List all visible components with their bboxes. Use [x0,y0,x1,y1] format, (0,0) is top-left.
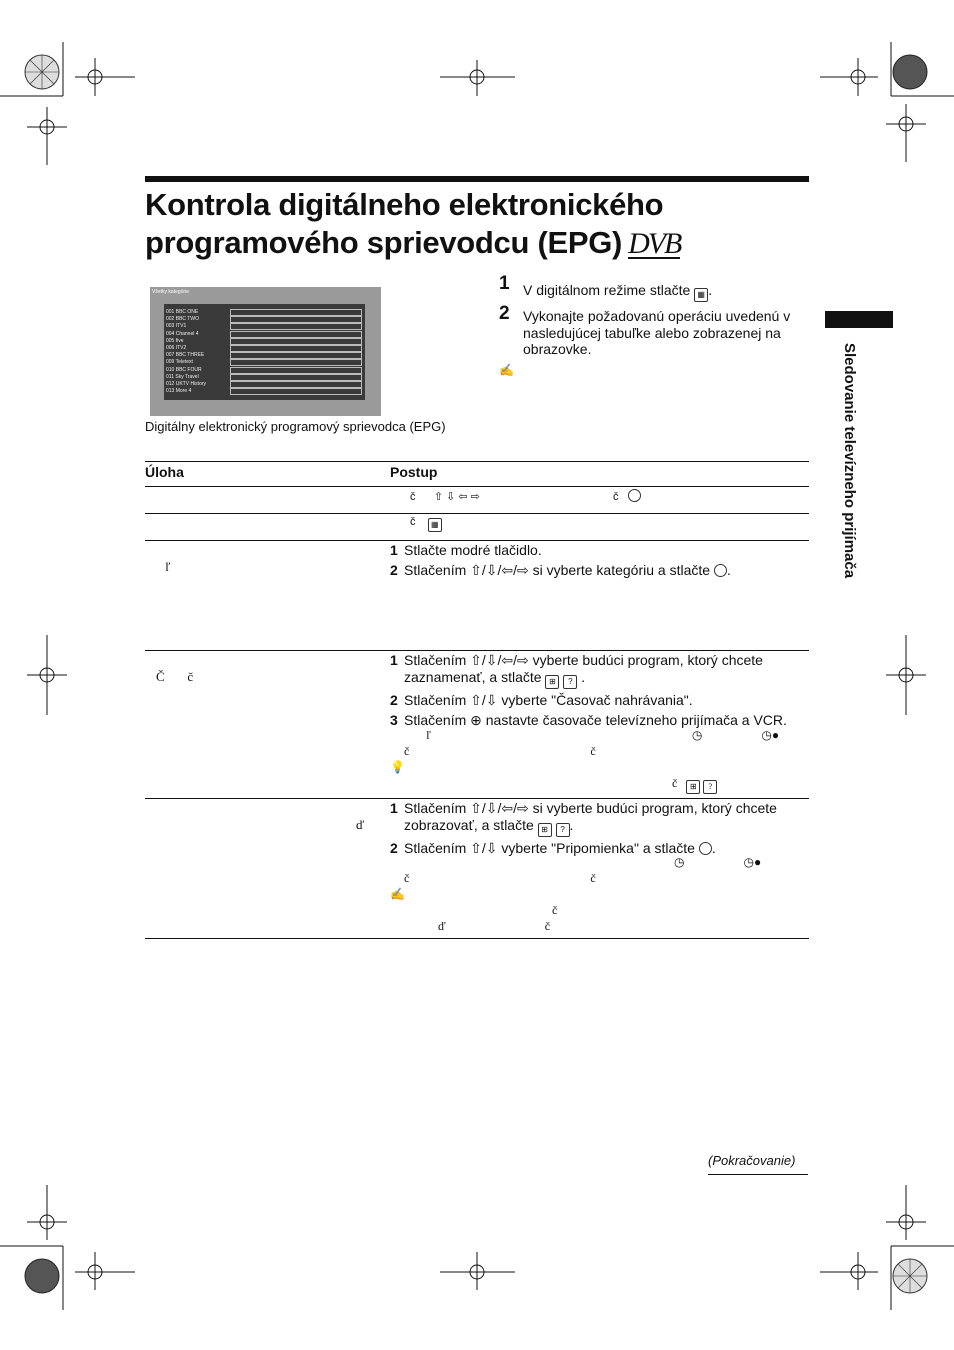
epg-channel-row: 004 Channel 4 [166,330,199,337]
registration-mark-icon [890,52,930,92]
col-header-task: Úloha [145,464,184,480]
guide-button-icon: ▦ [694,288,708,302]
side-label: Sledovanie televízneho prijímača [841,343,858,579]
col-header-procedure: Postup [390,464,438,480]
step-text: V digitálnom režime stlačte [523,282,691,298]
title-line-1: Kontrola digitálneho elektronického [145,187,664,222]
info-button-icon: ⊞ [545,675,559,689]
table-top-rule [145,461,809,462]
epg-channel-row: 002 BBC TWO [166,316,199,323]
epg-header: Všetky kategórie [152,289,189,295]
epg-program-cell [230,367,362,374]
epg-channel-row: 001 BBC ONE [166,309,199,315]
ok-button-icon [628,489,641,502]
epg-program-cell [230,352,362,359]
registration-mark-icon [890,1256,930,1296]
registration-mark-icon [22,1256,62,1296]
dvb-logo: DVB [628,227,681,260]
epg-program-cell [230,381,362,388]
note-icon: ✍ [499,362,514,377]
epg-program-cell [230,338,362,345]
title-line-2: programového sprievodcu (EPG) [145,225,623,260]
table-row-rule [145,650,809,651]
continued-label: (Pokračovanie) [708,1153,796,1168]
epg-program-cell [230,359,362,366]
row1-fragment: č ⇧ ⇩ ⇦ ⇨ č [410,489,641,503]
epg-program-cell [230,374,362,381]
epg-screenshot [150,287,381,416]
epg-program-cell [230,323,362,330]
epg-program-cell [230,388,362,395]
step-text: Vykonajte požadovanú operáciu uvedenú v nasledujúcej tabuľke alebo zobrazenej na obrazovke. [523,308,791,357]
step-number: 2 [499,303,510,324]
table-row-rule [145,486,809,487]
row5-fragments: ◷ ◷● č č ✍ č ď č [390,854,805,934]
step-number: 1 [499,273,510,294]
epg-channel-row: 007 BBC THREE [166,352,205,359]
row5-procedure: 1 Stlačením ⇧/⇩/⇦/⇨ si vyberte budúci program, ktorý chcete zobrazovať, a stlačte ⊞ ? . 2 Stlačením ⇧/⇩ vyberte "Pripomienka" a stlačte . [390,800,777,856]
info-button-icon: ⊞ [538,823,552,837]
epg-program-cell [230,316,362,323]
registration-mark-icon [22,52,62,92]
info-button-icon: ⊞ [686,780,700,794]
row3-procedure: 1 Stlačte modré tlačidlo. 2 Stlačením ⇧/⇩/⇦/⇨ si vyberte kategóriu a stlačte . [390,542,731,578]
task-fragment: Č č [156,669,194,684]
table-row-rule [145,798,809,799]
task-fragment: ď [356,817,365,832]
task-fragment: ľ [165,559,171,574]
clock-rec-icon: ◷● [761,728,780,742]
table-bottom-rule [145,938,809,939]
row4-fragments: ľ ◷ ◷● č č 💡 č ⊞ ? [426,727,806,794]
epg-channel-row: 010 BBC FOUR [166,366,202,373]
epg-channel-row: 013 More 4 [166,388,192,395]
epg-caption: Digitálny elektronický programový sprievodca (EPG) [145,419,446,434]
clock-icon: ◷ [691,728,703,742]
guide-button-icon: ▦ [428,518,442,532]
title-rule [145,176,809,182]
epg-program-cell [230,345,362,352]
epg-program-cell [230,309,362,316]
help-button-icon: ? [556,823,570,837]
help-button-icon: ? [563,675,577,689]
continued-rule [708,1174,808,1175]
ok-button-icon [714,564,727,577]
epg-channel-row: 012 UKTV History [166,381,207,387]
epg-channel-row: 003 ITV1 [166,323,187,330]
epg-channel-row: 005 five [166,337,184,344]
epg-channel-row: 009 Teletext [166,359,193,366]
epg-channel-row: 011 Sky Travel [166,373,199,380]
table-row-rule [145,513,809,514]
row4-procedure: 1 Stlačením ⇧/⇩/⇦/⇨ vyberte budúci program, ktorý chcete zaznamenať, a stlačte ⊞ ? . 2 Stlačením ⇧/⇩ vyberte "Časovač nahrávania". 3 Stlačením ⊕ nastavte časovače televízneho prijímača a VCR. [390,652,787,728]
epg-program-cell [230,331,362,338]
note-icon: ✍ [390,887,405,901]
steps: 1 V digitálnom režime stlačte ▦ . 2 Vykonajte požadovanú operáciu uvedenú v nasledujúcej tabuľke alebo zobrazenej na obrazovke. ✍ [499,278,809,378]
clock-rec-icon: ◷● [743,855,762,869]
row2-fragment: č ▦ [410,516,442,532]
tip-icon: 💡 [390,760,405,774]
side-tab [825,311,893,328]
clock-icon: ◷ [674,855,685,869]
page-title [145,186,809,262]
help-button-icon: ? [703,780,717,794]
epg-channel-row: 006 ITV2 [166,345,187,351]
